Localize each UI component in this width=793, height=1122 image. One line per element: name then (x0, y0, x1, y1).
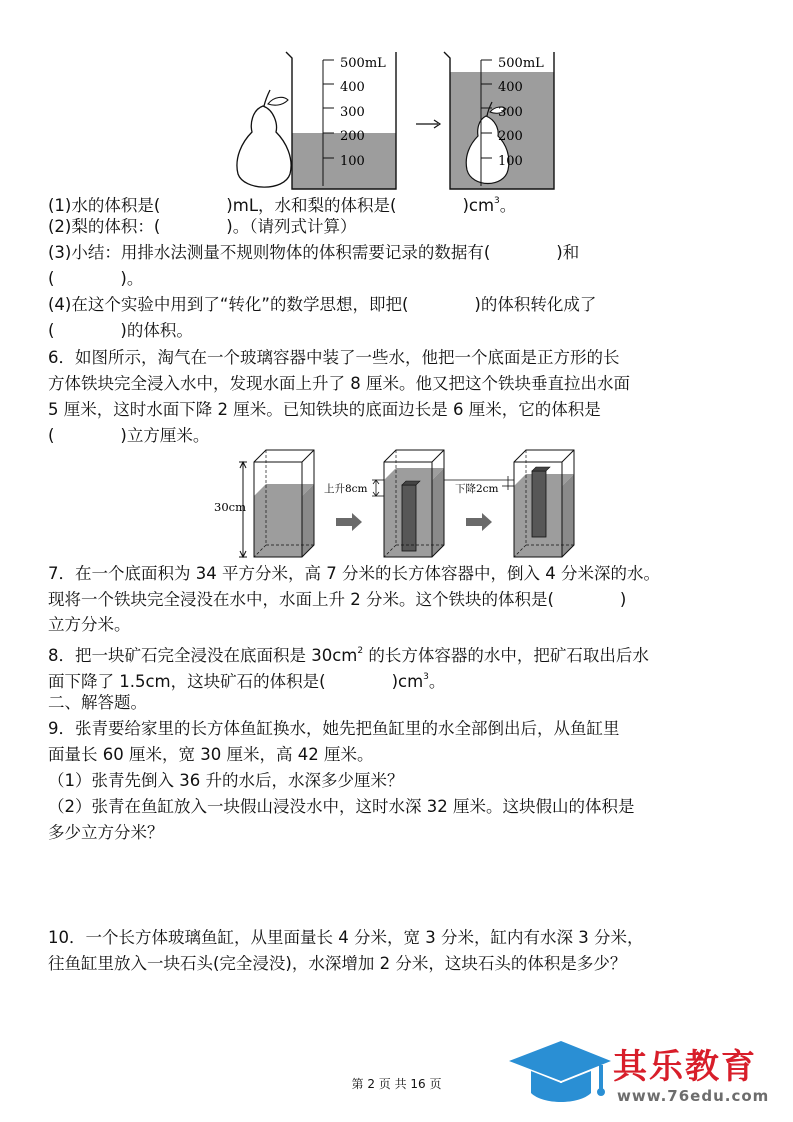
container-1 (254, 450, 314, 557)
q8-line2-end: 。 (428, 672, 446, 691)
q10-line2: 往鱼缸里放入一块石头(完全浸没)，水深增加 2 分米，这块石头的体积是多少？ (48, 954, 627, 973)
iron-block-raised (532, 471, 546, 537)
q5-part2: (2)梨的体积：( )。（请列式计算） (48, 217, 357, 236)
beaker2-mark-400: 400 (498, 80, 523, 95)
beaker-after (444, 52, 554, 189)
q7-line2: 现将一个铁块完全浸没在水中，水面上升 2 分米。这个铁块的体积是( ) (48, 590, 627, 609)
section-heading: 二、解答题。 (48, 693, 147, 712)
q7-line3: 立方分米。 (48, 615, 131, 634)
q6-line1: 6．如图所示，淘气在一个玻璃容器中装了一些水，他把一个底面是正方形的长 (48, 348, 620, 367)
q9-line1: 9．张青要给家里的长方体鱼缸换水，她先把鱼缸里的水全部倒出后，从鱼缸里 (48, 719, 620, 738)
graduation-cap-icon (505, 1037, 613, 1109)
beaker1-mark-300: 300 (340, 105, 365, 120)
beaker1-mark-200: 200 (340, 129, 365, 144)
beaker2-mark-100: 100 (498, 154, 523, 169)
beaker2-mark-500: 500mL (498, 56, 544, 71)
beaker1-mark-100: 100 (340, 154, 365, 169)
q10-line1: 10．一个长方体玻璃鱼缸，从里面量长 4 分米，宽 3 分米，缸内有水深 3 分米， (48, 928, 644, 947)
q5-part3-line1: (3)小结：用排水法测量不规则物体的体积需要记录的数据有( )和 (48, 243, 580, 262)
height-label: 30cm (214, 500, 246, 514)
arrow-right-icon (466, 513, 492, 531)
q9-line2: 面量长 60 厘米，宽 30 厘米，高 42 厘米。 (48, 745, 374, 764)
q5-part4-line1: (4)在这个实验中用到了“转化”的数学思想，即把( )的体积转化成了 (48, 295, 597, 314)
q9-line3: （1）张青先倒入 36 升的水后，水深多少厘米？ (48, 771, 404, 790)
rise-label: 上升8cm (324, 483, 368, 495)
pear-icon (237, 90, 291, 187)
figure-containers (212, 446, 587, 562)
container-3 (444, 450, 574, 557)
figure-beakers (228, 46, 568, 194)
container-2 (324, 450, 444, 557)
q5-part1-end: 。 (499, 196, 517, 215)
q5-part3-line2: ( )。 (48, 269, 144, 288)
arrow-right-icon (416, 120, 440, 128)
logo (505, 1035, 790, 1115)
q8-line1-sup: 2 (357, 646, 364, 656)
q8-line2-text: 面下降了 1.5cm，这块矿石的体积是( )cm (48, 672, 424, 691)
q9-line5: 多少立方分米？ (48, 823, 164, 842)
q7-line1: 7．在一个底面积为 34 平方分米，高 7 分米的长方体容器中，倒入 4 分米深的水。 (48, 564, 660, 583)
beaker2-mark-300: 300 (498, 105, 523, 120)
q8-line1-end: 的长方体容器的水中，把矿石取出后水 (363, 646, 649, 665)
arrow-right-icon (336, 513, 362, 531)
logo-url: www.76edu.com (617, 1087, 770, 1105)
q5-part1-text: (1)水的体积是( )mL，水和梨的体积是( )cm (48, 196, 495, 215)
page-number: 第 2 页 共 16 页 (351, 1077, 442, 1091)
q8-line1-text: 8．把一块矿石完全浸没在底面积是 30cm (48, 646, 358, 665)
beaker2-mark-200: 200 (498, 129, 523, 144)
q6-line3: 5 厘米，这时水面下降 2 厘米。已知铁块的底面边长是 6 厘米，它的体积是 (48, 400, 601, 419)
q5-part4-line2: ( )的体积。 (48, 321, 193, 340)
logo-name: 其乐教育 (613, 1047, 757, 1087)
q6-line4: ( )立方厘米。 (48, 426, 210, 445)
drop-label: 下降2cm (455, 483, 499, 495)
beaker1-mark-500: 500mL (340, 56, 386, 71)
beaker-before (286, 52, 396, 189)
q6-line2: 方体铁块完全浸入水中，发现水面上升了 8 厘米。他又把这个铁块垂直拉出水面 (48, 374, 630, 393)
q5-part1-sup: 3 (494, 196, 500, 206)
q9-line4: （2）张青在鱼缸放入一块假山浸没水中，这时水深 32 厘米。这块假山的体积是 (48, 797, 635, 816)
beaker1-mark-400: 400 (340, 80, 365, 95)
q8-line2-sup: 3 (423, 672, 429, 682)
iron-block (402, 485, 416, 551)
